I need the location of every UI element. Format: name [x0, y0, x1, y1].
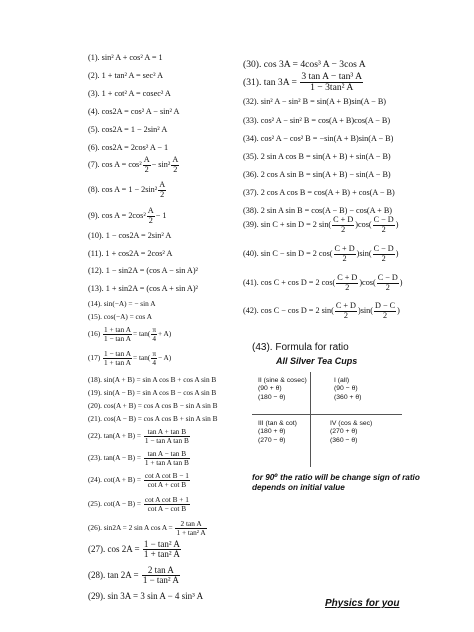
formula-26: (26). sin2A = 2 sin A cos A = $\frac{\text{2 tan A}}{\text{1 + tan² A}}$: [88, 519, 206, 537]
formula-29: (29). sin 3A = 3 sin A − 4 sin³ A: [88, 591, 204, 601]
formula-15: (15). cos(−A) = cos A: [88, 312, 152, 321]
q1-angle-2: (360 + θ): [334, 393, 362, 401]
formula-42: (42). cos C − cos D = 2 sin( $\frac{C + D}{2}$ )sin( $\frac{D - C}{2}$ ): [243, 301, 400, 320]
q3-angle-1: (180 + θ): [258, 428, 286, 436]
formula-2: (2). 1 + tan² A = sec² A: [88, 71, 164, 80]
formula-4: (4). cos2A = cos² A − sin² A: [88, 107, 180, 116]
formula-39: (39). sin C + sin D = 2 sin( $\frac{C + D}{2}$ )cos( $\frac{C - D}{2}$ ): [243, 215, 399, 234]
quadrant-3: [258, 420, 297, 445]
formula-8: (8). cos A = 1 − 2sin² $\frac{A}{2}$: [88, 180, 166, 199]
formula-18: (18). sin(A + B) = sin A cos B + cos A sin B: [88, 375, 217, 384]
q3-label: III (tan & cot): [258, 420, 297, 427]
quadrant-1: [334, 377, 361, 402]
formula-41: (41). cos C + cos D = 2 cos( $\frac{C + D}{2}$ )cos( $\frac{C - D}{2}$ ): [243, 273, 403, 292]
formula-27: (27). cos 2A = $\frac{\text{1 − tan² A}}{\text{1 + tan² A}}$: [88, 539, 180, 560]
formula-25: (25). cot(A − B) = $\frac{\text{cot A cot B + 1}}{\text{cot A − cot B}}$: [88, 495, 189, 513]
formula-6: (6). cos2A = 2cos² A − 1: [88, 143, 169, 152]
formula-32: (32). sin² A − sin² B = sin(A + B)sin(A − B): [243, 97, 387, 106]
formula-17: (17) $\frac{\text{1 − tan A}}{\text{1 + tan A}}$ = tan( $\frac{\pi}{4}$ − A): [88, 349, 172, 367]
formula-5: (5). cos2A = 1 − 2sin² A: [88, 125, 168, 134]
formula-1: (1). sin² A + cos² A = 1: [88, 53, 163, 62]
formula-36: (36). 2 cos A sin B = sin(A + B) − sin(A − B): [243, 170, 391, 179]
formula-20: (20). cos(A + B) = cos A cos B − sin A sin B: [88, 401, 218, 410]
ratio-subheading: All Silver Tea Cups: [276, 356, 358, 366]
formula-40: (40). sin C − sin D = 2 cos( $\frac{C + D}{2}$ )sin( $\frac{C - D}{2}$ ): [243, 244, 399, 263]
formula-3: (3). 1 + cot² A = cosec² A: [88, 89, 171, 98]
formula-12: (12). 1 − sin2A = (cos A − sin A)²: [88, 266, 199, 275]
ratio-heading: (43). Formula for ratio: [252, 342, 349, 353]
formula-22: (22). tan(A + B) = $\frac{\text{tan A + tan B}}{\text{1 − tan A tan B}}$: [88, 427, 189, 445]
formula-28: (28). tan 2A = $\frac{\text{2 tan A}}{\text{1 − tan² A}}$: [88, 565, 179, 586]
quadrant-2: [258, 377, 307, 402]
formula-23: (23). tan(A − B) = $\frac{\text{tan A − tan B}}{\text{1 + tan A tan B}}$: [88, 449, 189, 467]
quadrant-4: [330, 420, 372, 445]
formula-33: (33). cos² A − sin² B = cos(A + B)cos(A − B): [243, 116, 391, 125]
q4-label: IV (cos & sec): [330, 420, 373, 427]
formula-35: (35). 2 sin A cos B = sin(A + B) + sin(A − B): [243, 152, 391, 161]
formula-9: (9). cos A = 2cos² $\frac{A}{2}$ − 1: [88, 206, 167, 225]
q3-angle-2: (270 − θ): [258, 436, 286, 444]
horizontal-divider: [252, 414, 402, 415]
q1-label: I (all): [334, 377, 350, 384]
footer-credit: Physics for you: [325, 598, 400, 609]
formula-13: (13). 1 + sin2A = (cos A + sin A)²: [88, 284, 199, 293]
formula-34: (34). cos² A − cos² B = −sin(A + B)sin(A − B): [243, 134, 394, 143]
formula-21: (21). cos(A − B) = cos A cos B + sin A sin B: [88, 414, 218, 423]
formula-37: (37). 2 cos A cos B = cos(A + B) + cos(A − B): [243, 188, 395, 197]
formula-14: (14). sin(−A) = − sin A: [88, 299, 156, 308]
formula-16: (16) $\frac{\text{1 + tan A}}{\text{1 − tan A}}$ = tan( $\frac{\pi}{4}$ + A): [88, 325, 172, 343]
formula-38: (38). 2 sin A sin B = cos(A − B) − cos(A + B): [243, 206, 393, 215]
formula-31: (31). tan 3A = $\frac{\text{3 tan A − tan³ A}}{\text{1 − 3tan² A}}$: [243, 71, 363, 94]
ratio-note: for 90⁰ the ratio will be change sign of ratio depends on initial value: [252, 473, 420, 492]
formula-10: (10). 1 − cos2A = 2sin² A: [88, 231, 172, 240]
vertical-divider: [310, 372, 311, 467]
formula-7: (7). cos A = cos² $\frac{A}{2}$ − sin² $\frac{A}{2}$: [88, 155, 179, 174]
formula-11: (11). 1 + cos2A = 2cos² A: [88, 249, 173, 258]
q4-angle-1: (270 + θ): [330, 428, 358, 436]
q2-angle-2: (180 − θ): [258, 393, 286, 401]
formula-19: (19). sin(A − B) = sin A cos B − cos A sin B: [88, 388, 217, 397]
q1-angle-1: (90 − θ): [334, 385, 358, 393]
formula-30: (30). cos 3A = 4cos³ A − 3cos A: [243, 59, 366, 70]
q2-label: II (sine & cosec): [258, 377, 307, 384]
q4-angle-2: (360 − θ): [330, 436, 358, 444]
formula-24: (24). cot(A + B) = $\frac{\text{cot A cot B − 1}}{\text{cot A + cot B}}$: [88, 471, 189, 489]
q2-angle-1: (90 + θ): [258, 385, 282, 393]
